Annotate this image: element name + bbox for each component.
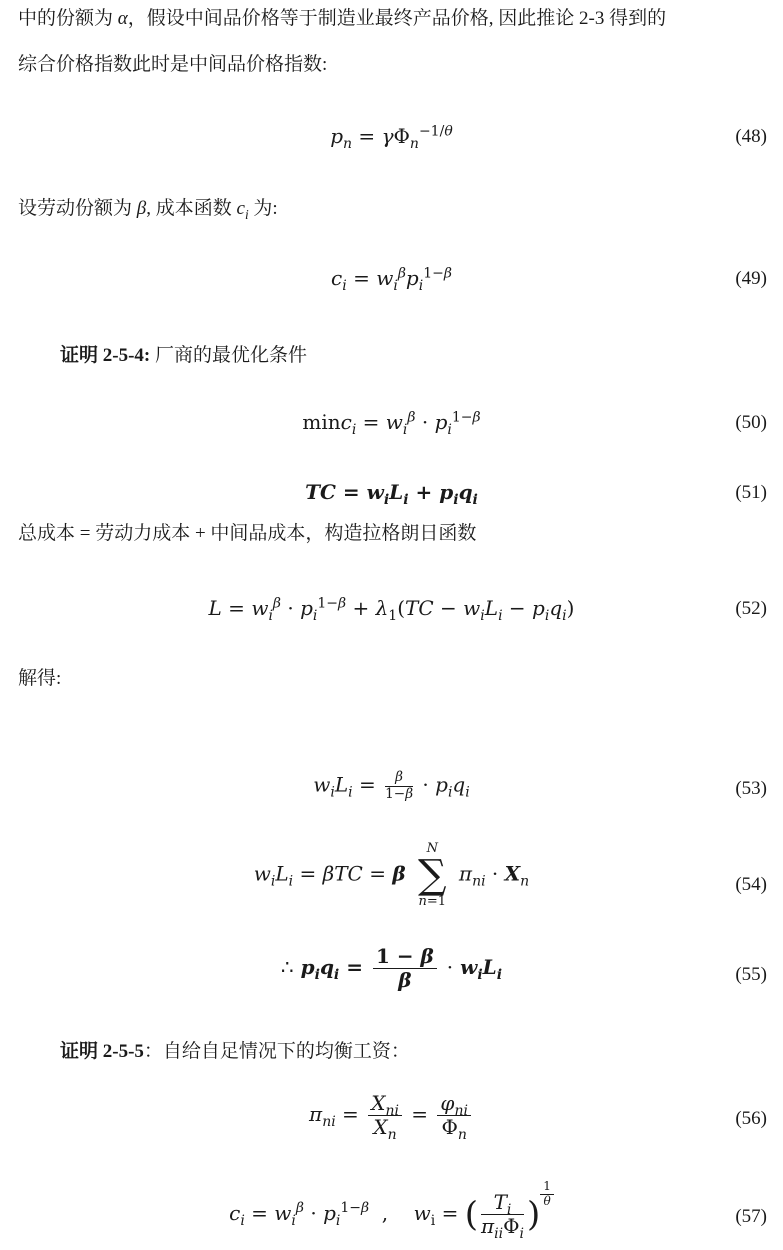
fraction-x-ni-over-x-n: $\frac{X_{ni}}{X_n}$ [368,1092,402,1139]
fraction-beta-over-one-minus-beta: $\frac{\beta}{1-\beta}$ [385,769,414,802]
summation-symbol: N ∑ n=1 [417,841,447,909]
equation-number-52: (52) [735,598,767,619]
equation-number-53: (53) [735,778,767,799]
solve-paragraph: 解得: [18,668,62,689]
fraction-phi-ni-over-phi-n: $\frac{\varphi_{ni}}{\Phi_n}$ [437,1092,471,1139]
equation-number-56: (56) [735,1108,767,1129]
equation-48: $p_n = \gamma\Phi_n^{-1/\theta}$ [330,123,453,152]
proof-2-5-5-heading: 证明 2-5-5：自给自足情况下的均衡工资： [60,1041,410,1062]
labor-share-paragraph: 设劳动份额为 β, 成本函数 $c_i$ 为: [18,198,278,222]
intro-paragraph-line-2: 综合价格指数此时是中间品价格指数: [18,54,328,75]
equation-53: $w_iL_i$ = $\frac{\beta}{1-\beta}$ · $p_iq_i$ [313,769,470,802]
equation-number-48: (48) [735,126,767,147]
equation-55: ∴ $p_iq_i$ = $\frac{1 - \beta}{\beta}$ · $w_iL_i$ [280,944,503,992]
equation-49: $c_i = w_i^\beta p_i^{1-\beta}$ [331,265,452,294]
equation-56: $\pi_{ni}$ = $\frac{X_{ni}}{X_n}$ = $\frac{\varphi_{ni}}{\Phi_n}$ [0,1092,783,1139]
equation-number-57: (57) [735,1206,767,1227]
equation-number-49: (49) [735,268,767,289]
proof-2-5-4-heading: 证明 2-5-4: 厂商的最优化条件 [60,345,307,366]
equation-57: $c_i = w_i^\beta \cdot p_i^{1-\beta}$ , $w_i$ = ( $\frac{T_i}{\pi_{ii}\Phi_i}$ ) $\frac{1}{\theta}$ [0,1180,783,1238]
fraction-one-minus-beta-over-beta: $\frac{1 - \beta}{\beta}$ [373,945,437,992]
intro-paragraph-line-1: 中的份额为 α，假设中间品价格等于制造业最终产品价格, 因此推论 2-3 得到的 [18,8,667,29]
equation-number-54: (54) [735,874,767,895]
fraction-t-over-pi-phi: $\frac{T_i}{\pi_{ii}\Phi_i}$ [480,1189,524,1242]
equation-51: TC = $w_iL_i + p_iq_i$ [305,480,478,508]
equation-52: $L = w_i^\beta \cdot p_i^{1-\beta} + \lambda_1(TC - w_iL_i - p_iq_i)$ [208,595,575,624]
equation-54: $w_iL_i = \beta TC = \beta$ N ∑ n=1 $\pi_{ni} \cdot X_n$ [253,841,530,909]
total-cost-paragraph: 总成本 = 劳动力成本 + 中间品成本，构造拉格朗日函数 [18,523,477,544]
equation-50: $\min c_i = w_i^\beta \cdot p_i^{1-\beta}$ [302,409,481,438]
equation-number-55: (55) [735,964,767,985]
equation-number-50: (50) [735,412,767,433]
exponent-one-over-theta: $\frac{1}{\theta}$ [540,1180,554,1209]
equation-number-51: (51) [735,482,767,503]
